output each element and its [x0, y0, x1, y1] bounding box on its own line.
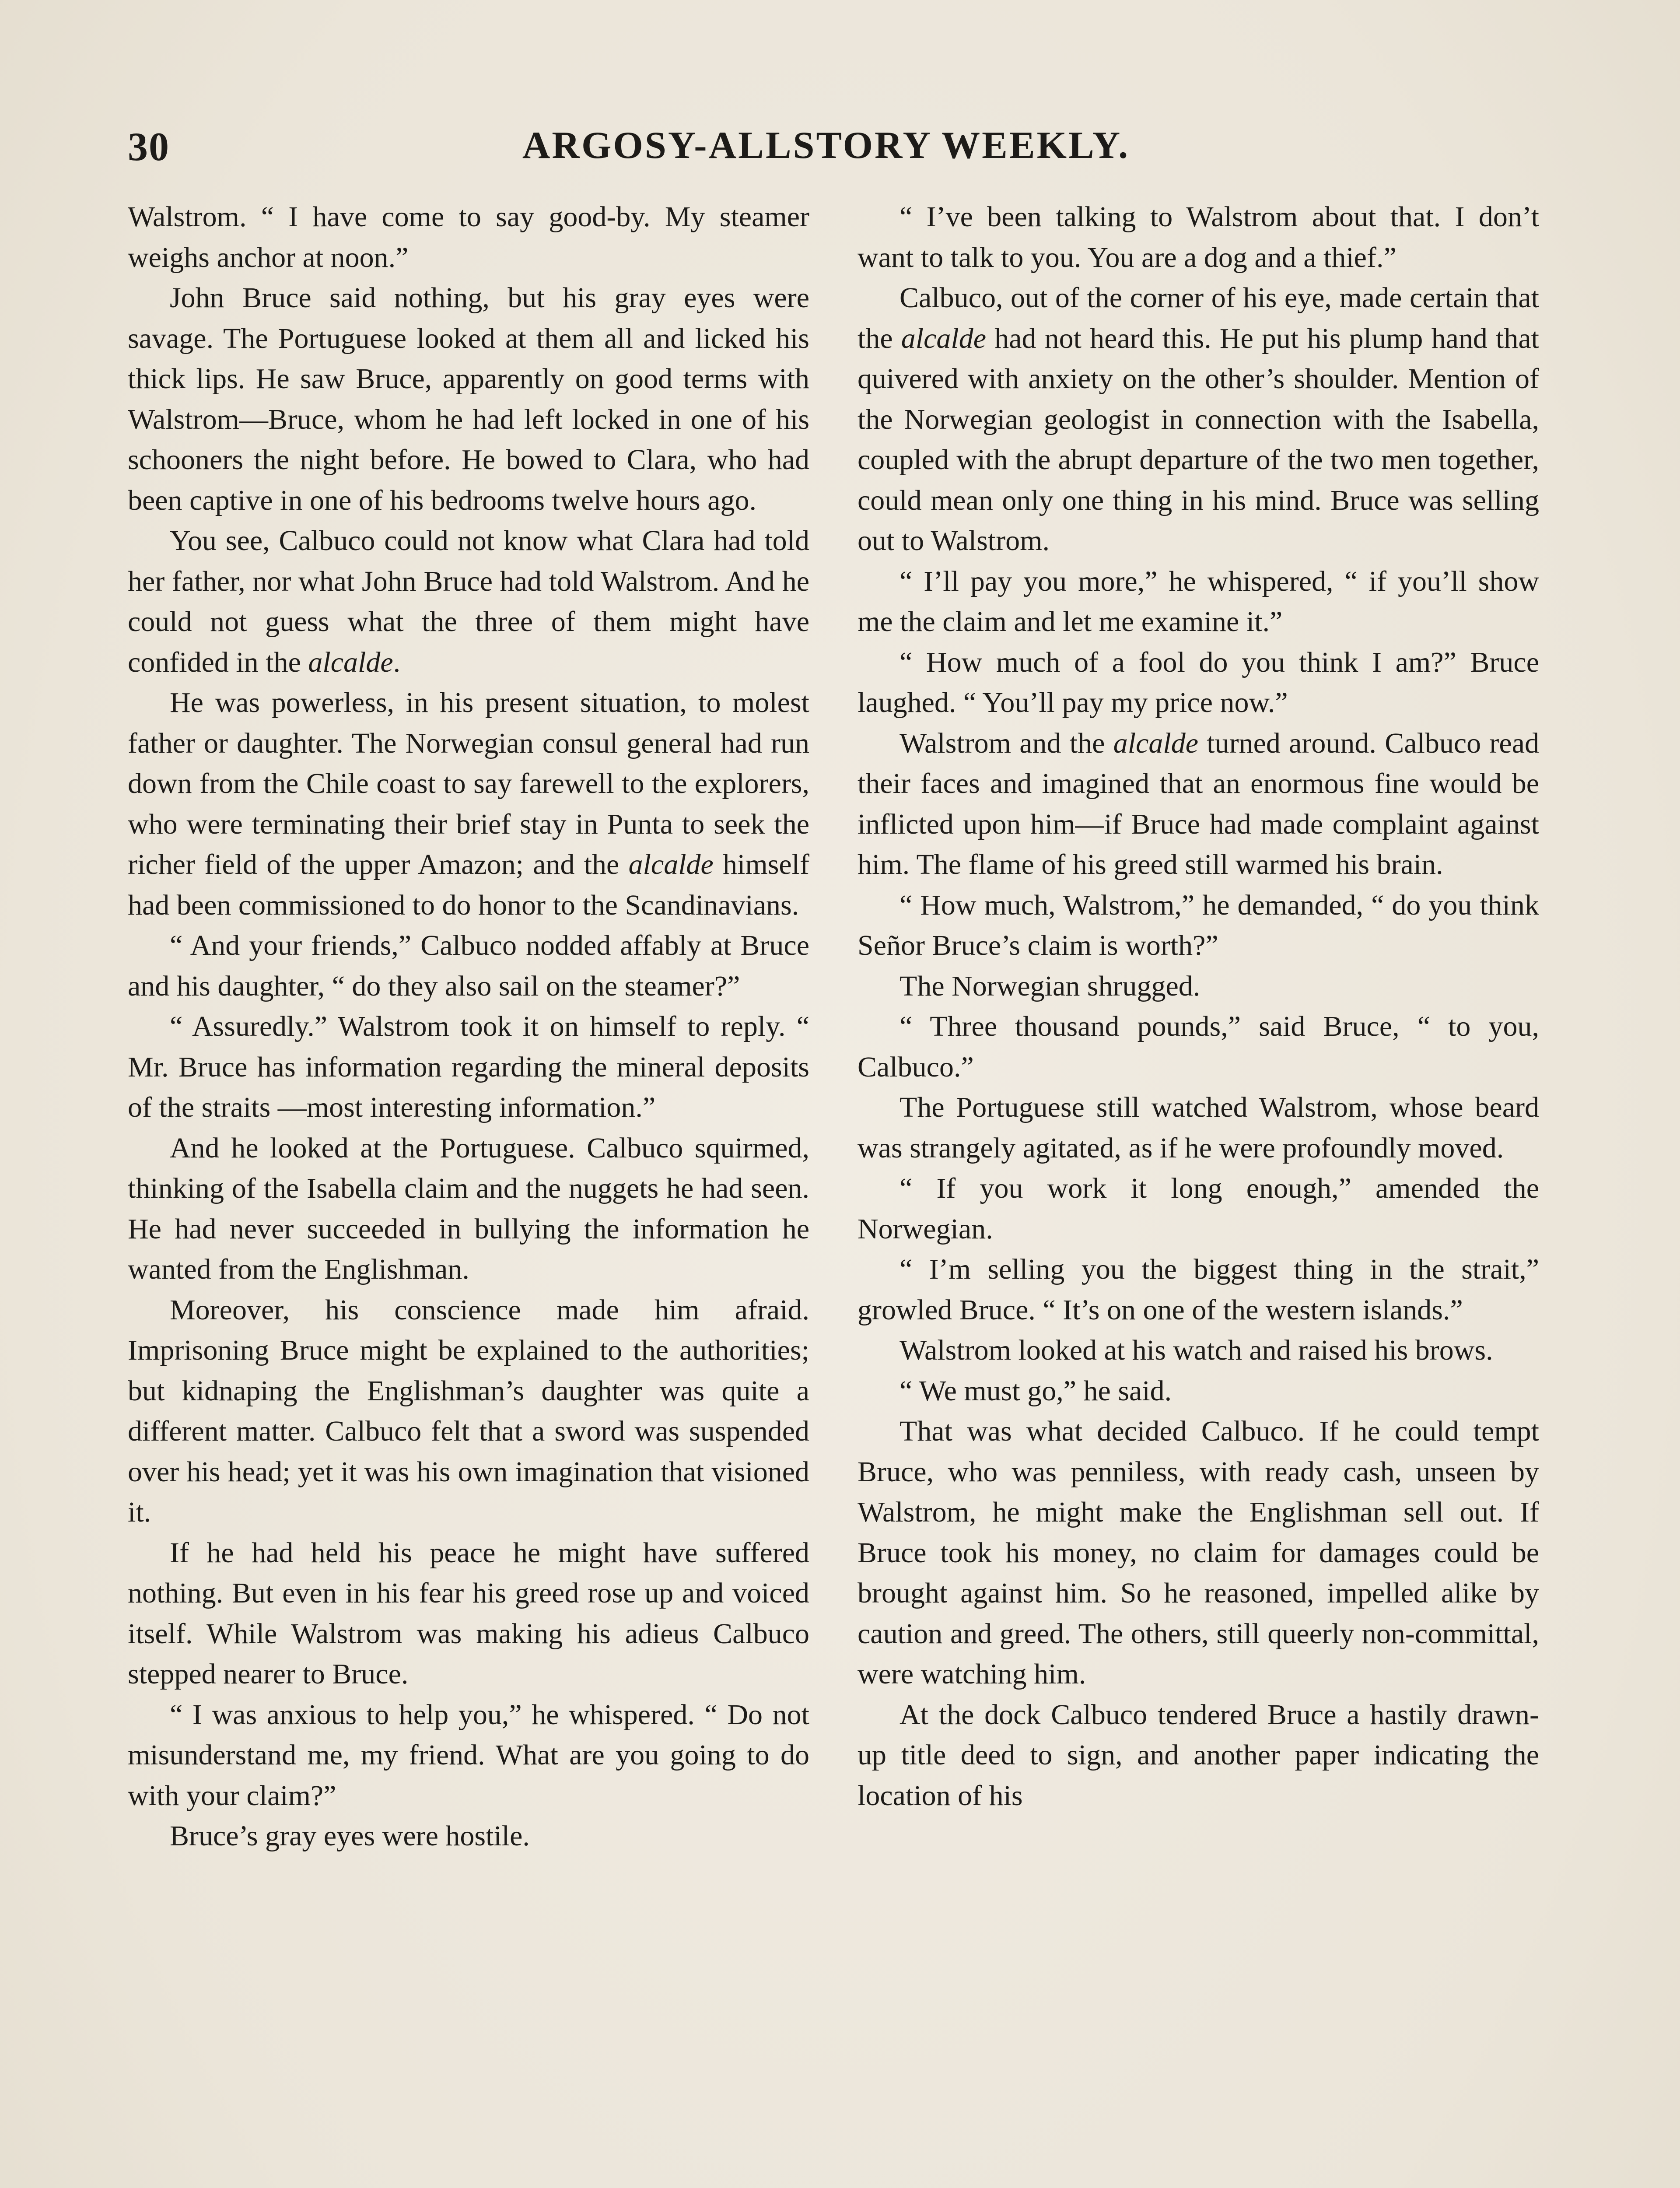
- paragraph: “ And your friends,” Calbuco nodded affably at Bruce and his daughter, “ do they also sail on the steamer?”: [128, 929, 809, 1002]
- page-number: 30: [128, 124, 170, 169]
- paragraph: He was powerless, in his present situation, to molest father or daughter. The Norwegian consul general had run down from the Chile coast to say farewell to the explorers, who were terminating their brief stay in Punta to seek the richer field of the upper Amazon; and the alcalde himself had been commissioned to do honor to the Scandinavians.: [128, 687, 810, 921]
- paragraph: “ Assuredly.” Walstrom took it on himself to reply. “ Mr. Bruce has information regarding the mineral deposits of the straits —most interesting information.”: [128, 1010, 809, 1123]
- paragraph: John Bruce said nothing, but his gray eyes were savage. The Portuguese looked at them all and licked his thick lips. He saw Bruce, apparently on good terms with Walstrom—Bruce, whom he had left locked in one of his schooners the night before. He bowed to Clara, who had been captive in one of his bedrooms twelve hours ago.: [128, 282, 809, 516]
- right-column: [858, 197, 1539, 2188]
- paragraph: “ I’ve been talking to Walstrom about that. I don’t want to talk to you. You are a dog and a thief.”: [858, 201, 1539, 274]
- paragraph: “ If you work it long enough,” amended the Norwegian.: [858, 1172, 1539, 1245]
- paragraph: And he looked at the Portuguese. Calbuco squirmed, thinking of the Isabella claim and the nuggets he had seen. He had never succeeded in bullying the information he wanted from the Englishman.: [128, 1132, 809, 1285]
- paragraph: You see, Calbuco could not know what Clara had told her father, nor what John Bruce had told Walstrom. And he could not guess what the three of them might have confided in the alcalde.: [128, 525, 809, 678]
- left-column: [128, 197, 809, 2188]
- paragraph: “ How much, Walstrom,” he demanded, “ do you think Señor Bruce’s claim is worth?”: [858, 889, 1539, 961]
- paragraph: Bruce’s gray eyes were hostile.: [170, 1820, 530, 1852]
- paragraph: “ Three thousand pounds,” said Bruce, “ to you, Calbuco.”: [858, 1010, 1539, 1083]
- paragraph: “ How much of a fool do you think I am?” Bruce laughed. “ You’ll pay my price now.”: [858, 646, 1539, 719]
- paragraph: “ I’ll pay you more,” he whispered, “ if you’ll show me the claim and let me examine it.”: [858, 565, 1539, 638]
- paragraph: “ I was anxious to help you,” he whispered. “ Do not misunderstand me, my friend. What are you going to do with your claim?”: [128, 1698, 809, 1812]
- running-title: ARGOSY-ALLSTORY WEEKLY.: [522, 124, 1130, 167]
- paragraph: At the dock Calbuco tendered Bruce a hastily drawn-up title deed to sign, and another paper indicating the location of his: [858, 1698, 1539, 1812]
- paragraph: If he had held his peace he might have suffered nothing. But even in his fear his greed rose up and voiced itself. While Walstrom was making his adieus Calbuco stepped nearer to Bruce.: [128, 1536, 809, 1690]
- paragraph: Walstrom and the alcalde turned around. Calbuco read their faces and imagined that an enormous fine would be inflicted upon him—if Bruce had made complaint against him. The flame of his greed still warmed his brain.: [858, 727, 1539, 880]
- paragraph: The Norwegian shrugged.: [900, 970, 1200, 1002]
- paragraph: “ We must go,” he said.: [900, 1375, 1172, 1407]
- paragraph: Moreover, his conscience made him afraid. Imprisoning Bruce might be explained to the authorities; but kidnaping the Englishman’s daughter was quite a different matter. Calbuco felt that a sword was suspended over his head; yet it was his own imagination that visioned it.: [128, 1294, 809, 1528]
- paragraph: Calbuco, out of the corner of his eye, made certain that the alcalde had not heard this. He put his plump hand that quivered with anxiety on the other’s shoulder. Mention of the Norwegian geologist in connection with the Isabella, coupled with the abrupt departure of the two men together, could mean only one thing in his mind. Bruce was selling out to Walstrom.: [858, 282, 1539, 557]
- paragraph: Walstrom. “ I have come to say good-by. My steamer weighs anchor at noon.”: [128, 201, 809, 274]
- page-header: [128, 123, 1524, 180]
- paragraph: The Portuguese still watched Walstrom, whose beard was strangely agitated, as if he were profoundly moved.: [858, 1091, 1539, 1164]
- paragraph: Walstrom looked at his watch and raised his brows.: [900, 1334, 1493, 1366]
- paragraph: “ I’m selling you the biggest thing in the strait,” growled Bruce. “ It’s on one of the western islands.”: [858, 1253, 1539, 1326]
- paragraph: That was what decided Calbuco. If he could tempt Bruce, who was penniless, with ready cash, unseen by Walstrom, he might make the Englishman sell out. If Bruce took his money, no claim for damages could be brought against him. So he reasoned, impelled alike by caution and greed. The others, still queerly non-committal, were watching him.: [858, 1415, 1539, 1690]
